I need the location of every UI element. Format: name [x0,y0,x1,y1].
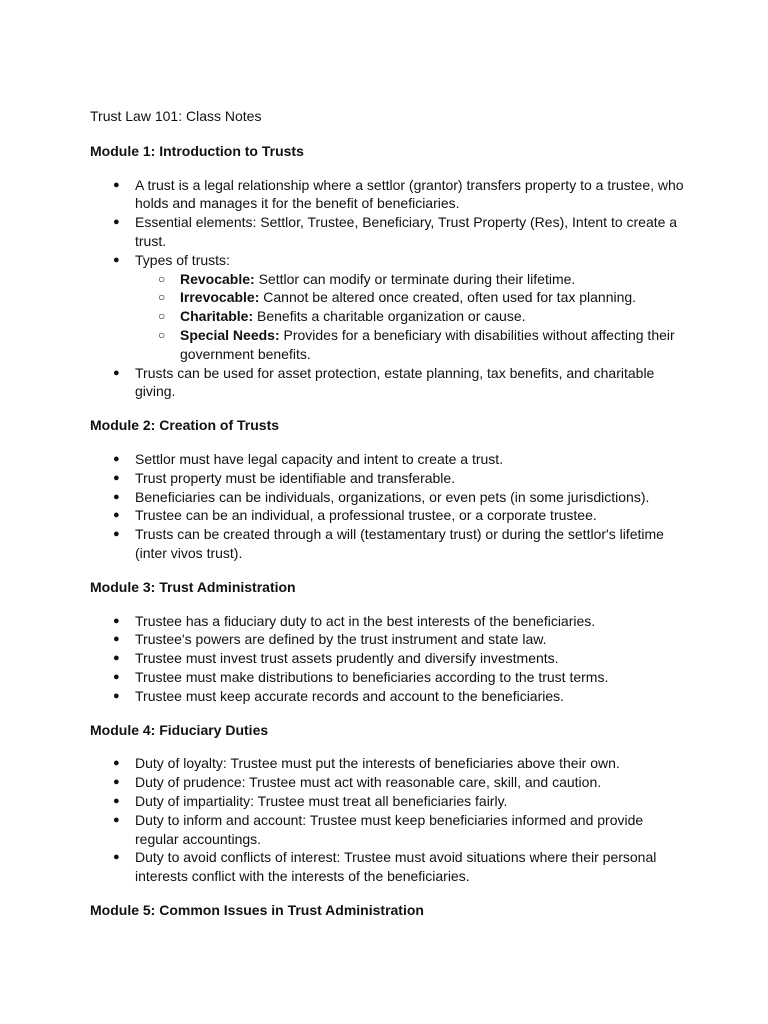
list-item [90,251,690,364]
list-item-text: Duty to avoid conflicts of interest: Trustee must avoid situations where their personal interests conflict with the interests of the beneficiaries. [135,849,657,885]
list-item-text: Trustee must keep accurate records and account to the beneficiaries. [135,687,565,704]
list-item-text: Essential elements: Settlor, Trustee, Beneficiary, Trust Property (Res), Intent to create a trust. [135,214,678,249]
bullet-icon: ● [113,178,120,191]
list-item [90,668,690,687]
bullet-icon: ● [113,794,120,807]
list-item-text: A trust is a legal relationship where a settlor (grantor) transfers property to a trustee, who holds and manages it for the benefit of beneficiaries. [135,176,684,212]
trust-type-term: Charitable: [180,308,254,325]
list-item [90,649,690,668]
bullet-icon: ● [113,776,120,789]
document-title: Trust Law 101: Class Notes [90,108,262,124]
circle-bullet-icon: ○ [158,309,166,324]
bullet-icon: ● [113,614,120,627]
module-3-list [90,612,690,706]
list-item [90,176,690,214]
list-item [90,754,690,773]
list-item-text: Duty of loyalty: Trustee must put the interests of beneficiaries above their own. [135,755,620,772]
list-item [90,213,690,251]
bullet-icon: ● [113,528,120,541]
trust-type-description: Cannot be altered once created, often used for tax planning. [259,289,637,306]
list-item-text: Duty of prudence: Trustee must act with reasonable care, skill, and caution. [135,774,602,791]
list-item-text: Types of trusts: [135,251,230,268]
module-3-heading: Module 3: Trust Administration [90,578,296,595]
module-4-heading: Module 4: Fiduciary Duties [90,721,269,738]
bullet-icon: ● [113,509,120,522]
list-item-text: Trusts can be created through a will (testamentary trust) or during the settlor's lifetime (inter vivos trust). [135,526,664,561]
circle-bullet-icon: ○ [158,271,166,286]
bullet-icon: ● [113,851,120,864]
trust-type-description: Settlor can modify or terminate during their lifetime. [254,270,576,287]
list-item [90,773,690,792]
module-5-heading: Module 5: Common Issues in Trust Administration [90,901,424,918]
list-item [90,364,690,402]
list-item-text: Duty of impartiality: Trustee must treat all beneficiaries fairly. [135,792,508,809]
list-item [90,488,690,507]
sub-list-item [135,270,690,289]
bullet-icon: ● [113,452,120,465]
list-item [90,525,690,563]
trust-type-description: Benefits a charitable organization or cause. [253,308,526,325]
module-1-heading: Module 1: Introduction to Trusts [90,142,304,159]
sub-list-item [135,288,690,307]
list-item-text: Trustee has a fiduciary duty to act in the best interests of the beneficiaries. [135,612,596,629]
list-item [90,450,690,469]
document-page [90,107,690,935]
bullet-icon: ● [113,471,120,484]
module-2-list [90,450,690,563]
bullet-icon: ● [113,216,120,229]
list-item [90,848,690,886]
list-item [90,612,690,631]
list-item-text: Trustee can be an individual, a professional trustee, or a corporate trustee. [135,507,597,524]
trust-type-term: Irrevocable: [180,289,260,306]
bullet-icon: ● [113,757,120,770]
list-item-text: Trustee's powers are defined by the trust instrument and state law. [135,631,547,648]
bullet-icon: ● [113,366,120,379]
list-item [90,469,690,488]
list-item [90,687,690,706]
list-item-text: Beneficiaries can be individuals, organizations, or even pets (in some jurisdictions). [135,488,650,505]
list-item-text: Trusts can be used for asset protection, estate planning, tax benefits, and charitable giving. [135,364,655,400]
sub-list-item [135,307,690,326]
bullet-icon: ● [113,689,120,702]
trust-type-term: Special Needs: [180,326,280,343]
list-item [90,630,690,649]
bullet-icon: ● [113,633,120,646]
list-item [90,792,690,811]
list-item-text: Trustee must make distributions to beneficiaries according to the trust terms. [135,668,609,685]
types-of-trusts-list [135,270,690,364]
list-item [90,811,690,849]
bullet-icon: ● [113,670,120,683]
bullet-icon: ● [113,652,120,665]
list-item-text: Duty to inform and account: Trustee must keep beneficiaries informed and provide regular accountings. [135,811,644,847]
bullet-icon: ● [113,490,120,503]
circle-bullet-icon: ○ [158,327,166,342]
trust-type-description: Provides for a beneficiary with disabilities without affecting their government benefits. [180,326,675,362]
list-item-text: Trust property must be identifiable and transferable. [135,469,456,486]
module-2-heading: Module 2: Creation of Trusts [90,417,280,434]
list-item [90,506,690,525]
list-item-text: Settlor must have legal capacity and intent to create a trust. [135,450,504,467]
list-item-text: Trustee must invest trust assets prudently and diversify investments. [135,650,559,667]
trust-type-term: Revocable: [180,270,255,287]
sub-list-item [135,326,690,364]
bullet-icon: ● [113,253,120,266]
circle-bullet-icon: ○ [158,290,166,305]
module-4-list [90,754,690,886]
bullet-icon: ● [113,813,120,826]
module-1-list [90,176,690,402]
